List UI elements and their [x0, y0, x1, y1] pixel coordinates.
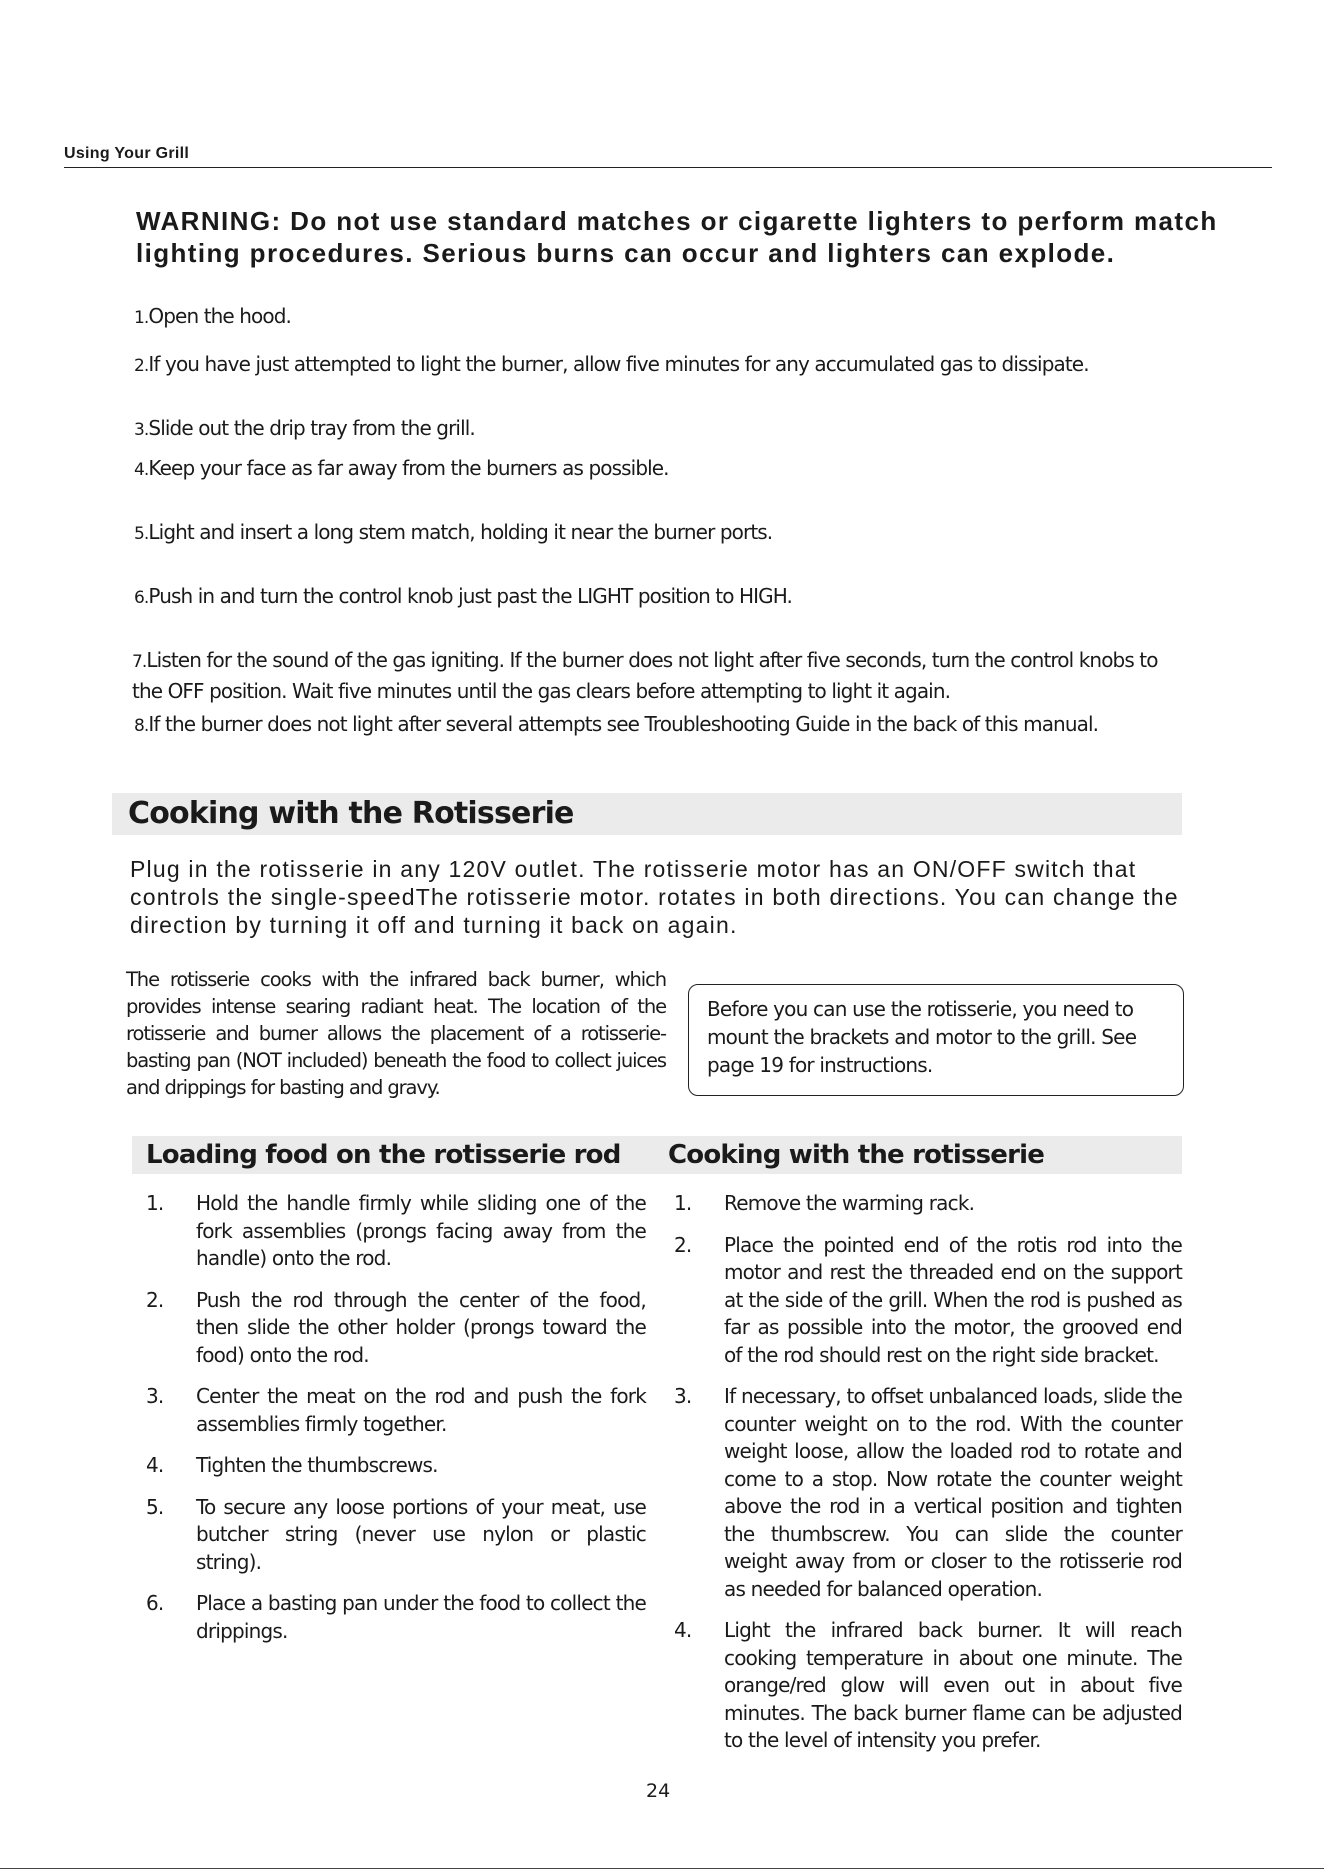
- list-item: 4. Tighten the thumbscrews.: [146, 1453, 438, 1477]
- match-step-6: 6.Push in and turn the control knob just past the LIGHT position to HIGH.: [134, 584, 793, 608]
- list-item: 6. Place a basting pan under the food to collect the drippings.: [146, 1591, 646, 1643]
- subsection-band: [132, 1136, 1182, 1174]
- bottom-rule: [0, 1868, 1324, 1869]
- list-item: 1. Hold the handle firmly while sliding one of the fork assemblies (prongs facing away from the handle) onto the rod.: [146, 1191, 646, 1270]
- match-step-8: 8.If the burner does not light after several attempts see Troubleshooting Guide in the back of this manual.: [134, 712, 1099, 736]
- match-step-4: 4.Keep your face as far away from the burners as possible.: [134, 456, 669, 480]
- match-step-7: 7.Listen for the sound of the gas igniting. If the burner does not light after five seconds, turn the control knobs to the OFF position. Wait five minutes until the gas clears before attempting to light it again.: [132, 648, 1158, 703]
- warning-text: WARNING: Do not use standard matches or cigarette lighters to perform match lighting procedures. Serious burns can occur and lighters can explode.: [136, 206, 1218, 268]
- rotisserie-section-band: [112, 793, 1182, 835]
- note-box: [688, 984, 1184, 1096]
- match-step-2: 2.If you have just attempted to light the burner, allow five minutes for any accumulated gas to dissipate.: [134, 352, 1089, 376]
- list-item: 3. If necessary, to offset unbalanced loads, slide the counter weight on to the rod. With the counter weight loose, allow the loaded rod to rotate and come to a stop. Now rotate the counter weight above the rod in a vertical position and tighten the thumbscrew. You can slide the counter weight away from or closer to the rotisserie rod as needed for balanced operation.: [674, 1384, 1182, 1601]
- page-number: 24: [646, 1780, 671, 1802]
- loading-section-title: Loading food on the rotisserie rod: [146, 1140, 621, 1170]
- rotisserie-intro: Plug in the rotisserie in any 120V outlet. The rotisserie motor has an ON/OFF switch that controls the single-speedThe rotisserie motor. rotates in both directions. You can change the direction by turning it off and turning it back on again.: [130, 856, 1179, 938]
- cooking-section-title: Cooking with the rotisserie: [668, 1140, 1045, 1170]
- list-item: 1. Remove the warming rack.: [674, 1191, 975, 1215]
- match-step-5: 5.Light and insert a long stem match, holding it near the burner ports.: [134, 520, 773, 544]
- list-item: 3. Center the meat on the rod and push the fork assemblies firmly together.: [146, 1384, 646, 1436]
- list-item: 5. To secure any loose portions of your meat, use butcher string (never use nylon or plastic string).: [146, 1494, 646, 1574]
- rotisserie-section-title: Cooking with the Rotisserie: [128, 796, 574, 831]
- header-rule: [64, 167, 1272, 168]
- cooking-list: [664, 1190, 1182, 1769]
- match-step-1: 1.Open the hood.: [134, 304, 291, 328]
- match-step-3: 3.Slide out the drip tray from the grill.: [134, 416, 475, 440]
- running-header: Using Your Grill: [64, 145, 190, 162]
- infrared-paragraph: The rotisserie cooks with the infrared back burner, which provides intense searing radiant heat. The location of the rotisserie and burner allows the placement of a rotisserie-basting pan (NOT included) beneath the food to collect juices and drippings for basting and gravy.: [126, 968, 666, 1099]
- list-item: 2. Push the rod through the center of the food, then slide the other holder (prongs toward the food) onto the rod.: [146, 1287, 646, 1367]
- loading-list: [136, 1190, 646, 1659]
- note-text: Before you can use the rotisserie, you need to mount the brackets and motor to the grill. See page 19 for instructions.: [707, 997, 1137, 1077]
- list-item: 4. Light the infrared back burner. It will reach cooking temperature in about one minute. The orange/red glow will even out in about five minutes. The back burner flame can be adjusted to the level of intensity you prefer.: [674, 1618, 1182, 1752]
- list-item: 2. Place the pointed end of the rotis rod into the motor and rest the threaded end on the support at the side of the grill. When the rod is pushed as far as possible into the motor, the grooved end of the rod should rest on the right side bracket.: [674, 1232, 1182, 1367]
